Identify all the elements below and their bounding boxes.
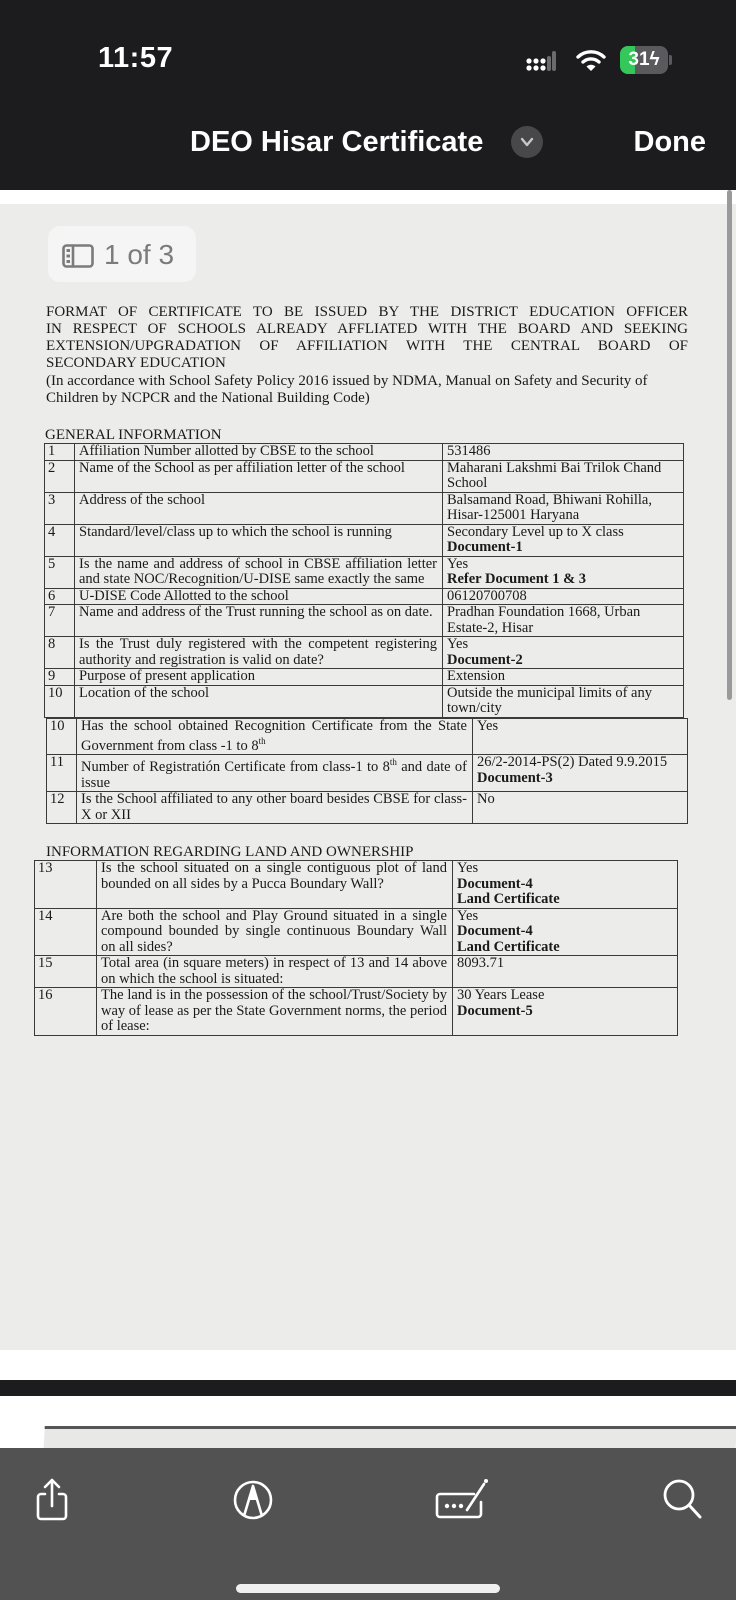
page-indicator-text: 1 of 3 <box>104 239 175 270</box>
battery-level: 31ϟ <box>628 49 660 70</box>
row-answer <box>443 685 684 717</box>
question-text: Standard/level/class up to which the school is running <box>79 523 392 540</box>
question-text: Is the name and address of school in CBSE affiliation letter and state NOC/Recognition/U-DISE same exactly the same <box>79 555 437 587</box>
row-number-text: 7 <box>48 604 56 620</box>
heading-line: EXTENSION/UPGRADATION OF AFFILIATION WITH THE CENTRAL BOARD OF <box>46 338 688 354</box>
row-question <box>75 460 443 492</box>
table-row <box>47 792 688 824</box>
answer-text: Yes <box>477 717 499 734</box>
row-number-text: 10 <box>48 684 63 701</box>
answer-text: 30 Years Lease <box>457 987 545 1004</box>
row-number <box>47 755 77 792</box>
row-answer <box>473 718 688 755</box>
row-number-text: 5 <box>48 555 56 572</box>
vertical-scrollbar[interactable] <box>727 190 732 700</box>
row-number <box>35 956 97 988</box>
row-question <box>75 588 443 605</box>
table-row <box>45 460 684 492</box>
table-row <box>45 556 684 588</box>
land-ownership-table <box>34 860 678 1036</box>
question-text: Is the school situated on a single contiguous plot of land bounded on all sides by a Pucca Boundary Wall? <box>101 860 447 892</box>
recognition-table <box>46 718 688 825</box>
signature-icon[interactable] <box>434 1476 494 1522</box>
document-reference: Document-4 <box>457 875 533 892</box>
row-answer <box>453 908 678 956</box>
table-row <box>45 669 684 686</box>
row-number-text: 3 <box>48 491 56 508</box>
row-question <box>77 792 473 824</box>
table-row <box>35 956 678 988</box>
document-reference: Document-3 <box>477 769 553 786</box>
row-answer <box>453 956 678 988</box>
row-question <box>97 908 453 956</box>
title-menu-button[interactable] <box>511 126 543 158</box>
table-row <box>45 524 684 556</box>
answer-text: No <box>477 791 495 808</box>
row-question <box>97 956 453 988</box>
table-row <box>45 605 684 637</box>
row-question <box>75 524 443 556</box>
row-answer <box>443 492 684 524</box>
row-answer <box>443 460 684 492</box>
answer-text: 06120700708 <box>447 587 527 604</box>
row-number-text: 11 <box>50 754 64 771</box>
table-row <box>47 755 688 792</box>
row-number <box>45 605 75 637</box>
question-text: The land is in the possession of the school/Trust/Society by way of lease as per the State Government norms, the period of lease: <box>101 987 447 1035</box>
row-question <box>75 685 443 717</box>
row-question <box>75 637 443 669</box>
row-answer <box>453 988 678 1036</box>
table-row <box>45 588 684 605</box>
row-number <box>45 556 75 588</box>
row-answer <box>443 637 684 669</box>
superscript: th <box>389 757 397 768</box>
row-number <box>45 669 75 686</box>
row-number-text: 9 <box>48 668 56 684</box>
row-number <box>45 588 75 605</box>
row-number <box>45 637 75 669</box>
battery-tip <box>669 55 672 65</box>
status-bar <box>0 0 736 110</box>
table-row <box>35 861 678 909</box>
document-content <box>38 304 688 1036</box>
row-number <box>35 861 97 909</box>
row-answer <box>473 755 688 792</box>
row-number-text: 15 <box>38 955 53 972</box>
table-row <box>45 444 684 461</box>
document-title[interactable]: DEO Hisar Certificate <box>190 126 484 158</box>
row-question <box>75 669 443 686</box>
home-indicator[interactable] <box>236 1584 500 1593</box>
answer-text: Yes <box>457 907 479 924</box>
chevron-down-icon <box>511 126 543 158</box>
pdf-viewer[interactable] <box>0 190 736 1448</box>
row-number-text: 13 <box>38 860 53 877</box>
row-answer <box>443 556 684 588</box>
answer-text: Yes <box>447 555 469 572</box>
document-reference: Document-2 <box>447 651 523 668</box>
wifi-icon <box>576 48 606 72</box>
question-text: U-DISE Code Allotted to the school <box>79 587 289 604</box>
row-answer <box>443 669 684 686</box>
answer-text: Outside the municipal limits of any town/city <box>447 684 652 716</box>
question-text: Name of the School as per affiliation letter of the school <box>79 459 405 476</box>
table-row <box>45 492 684 524</box>
question-text: Location of the school <box>79 684 210 701</box>
section-heading-general: GENERAL INFORMATION <box>45 427 222 443</box>
row-question <box>75 556 443 588</box>
table-row <box>35 908 678 956</box>
row-number-text: 6 <box>48 587 56 604</box>
question-text: Is the Trust duly registered with the competent registering authority and registration is valid on date? <box>79 636 437 668</box>
document-reference: Land Certificate <box>457 938 560 955</box>
table-row <box>35 988 678 1036</box>
row-number-text: 4 <box>48 523 56 540</box>
row-answer <box>453 861 678 909</box>
section-heading-land: INFORMATION REGARDING LAND AND OWNERSHIP <box>46 844 414 861</box>
document-reference: Land Certificate <box>457 891 560 908</box>
answer-text: Yes <box>447 636 469 652</box>
battery-indicator <box>620 46 668 74</box>
table-row <box>45 685 684 717</box>
row-number-text: 14 <box>38 907 53 924</box>
row-number-text: 10 <box>50 717 65 734</box>
row-answer <box>443 444 684 461</box>
row-number <box>47 792 77 824</box>
row-question <box>75 605 443 637</box>
row-question <box>97 861 453 909</box>
row-number <box>45 492 75 524</box>
document-heading <box>46 304 688 372</box>
sidebar-icon <box>62 244 94 268</box>
row-number-text: 12 <box>50 791 65 808</box>
navigation-bar <box>0 110 736 190</box>
row-answer <box>473 792 688 824</box>
bottom-toolbar <box>0 1448 736 1600</box>
page-separator <box>0 1380 736 1396</box>
row-answer <box>443 524 684 556</box>
answer-text: Balsamand Road, Bhiwani Rohilla, Hisar-125001 Haryana <box>447 491 652 523</box>
row-number <box>47 718 77 755</box>
row-number-text: 8 <box>48 636 56 652</box>
row-number <box>45 444 75 461</box>
pdf-page-1 <box>0 204 736 1350</box>
row-number <box>35 988 97 1036</box>
table-row <box>47 718 688 755</box>
row-number-text: 2 <box>48 459 56 476</box>
answer-text: 8093.71 <box>457 955 505 972</box>
heading-line: SECONDARY EDUCATION <box>46 355 226 371</box>
search-icon[interactable] <box>660 1476 706 1522</box>
row-number <box>45 685 75 717</box>
document-reference: Refer Document 1 & 3 <box>447 571 587 587</box>
answer-text: Yes <box>457 860 479 877</box>
general-info-table <box>44 443 684 718</box>
cellular-signal-icon <box>526 50 556 72</box>
charging-bolt-icon: ϟ <box>649 49 660 70</box>
page-indicator[interactable] <box>48 226 196 282</box>
answer-text: 531486 <box>447 443 491 459</box>
row-question <box>97 988 453 1036</box>
status-time: 11:57 <box>98 42 174 74</box>
row-number <box>45 460 75 492</box>
row-question <box>77 718 473 755</box>
row-question <box>75 492 443 524</box>
row-answer <box>443 605 684 637</box>
question-text-tail: and date of issue <box>81 759 467 791</box>
row-number <box>35 908 97 956</box>
document-reference: Document-1 <box>447 539 523 555</box>
document-reference: Document-4 <box>457 923 533 940</box>
question-text: Are both the school and Play Ground situated in a single compound bounded by single continuous Boundary Wall on all sides? <box>101 907 447 955</box>
answer-text: Pradhan Foundation 1668, Urban Estate-2, Hisar <box>447 604 641 636</box>
question-text: Affiliation Number allotted by CBSE to the school <box>79 443 374 459</box>
heading-line: IN RESPECT OF SCHOOLS ALREADY AFFLIATED WITH THE BOARD AND SEEKING <box>46 321 688 337</box>
answer-text: Extension <box>447 668 505 684</box>
markup-icon[interactable] <box>230 1476 276 1522</box>
row-number <box>45 524 75 556</box>
question-text: Is the School affiliated to any other board besides CBSE for class-X or XII <box>81 791 467 823</box>
row-question <box>75 444 443 461</box>
answer-text: Secondary Level up to X class <box>447 523 624 540</box>
row-answer <box>443 588 684 605</box>
superscript: th <box>258 736 266 746</box>
document-subtitle: (In accordance with School Safety Policy 2016 issued by NDMA, Manual on Safety and Security of Children by NCPCR and the National Building Code) <box>46 373 648 406</box>
question-text: Number of Registratión Certificate from class-1 to 8 <box>81 759 390 776</box>
question-text: Purpose of present application <box>79 668 255 684</box>
share-icon[interactable] <box>29 1476 75 1522</box>
row-number-text: 1 <box>48 443 56 459</box>
document-reference: Document-5 <box>457 1002 533 1019</box>
heading-line: FORMAT OF CERTIFICATE TO BE ISSUED BY THE DISTRICT EDUCATION OFFICER <box>46 304 688 320</box>
done-button[interactable]: Done <box>633 126 706 158</box>
question-text: Has the school obtained Recognition Certificate from the State Government from class -1 to 8 <box>81 717 467 754</box>
answer-text: 26/2-2014-PS(2) Dated 9.9.2015 <box>477 754 668 771</box>
row-question <box>77 755 473 792</box>
answer-text: Maharani Lakshmi Bai Trilok Chand School <box>447 459 662 491</box>
question-text: Address of the school <box>79 491 206 508</box>
table-row <box>45 637 684 669</box>
question-text: Name and address of the Trust running the school as on date. <box>79 604 433 620</box>
row-number-text: 16 <box>38 987 53 1004</box>
question-text: Total area (in square meters) in respect of 13 and 14 above on which the school is situated: <box>101 955 447 987</box>
